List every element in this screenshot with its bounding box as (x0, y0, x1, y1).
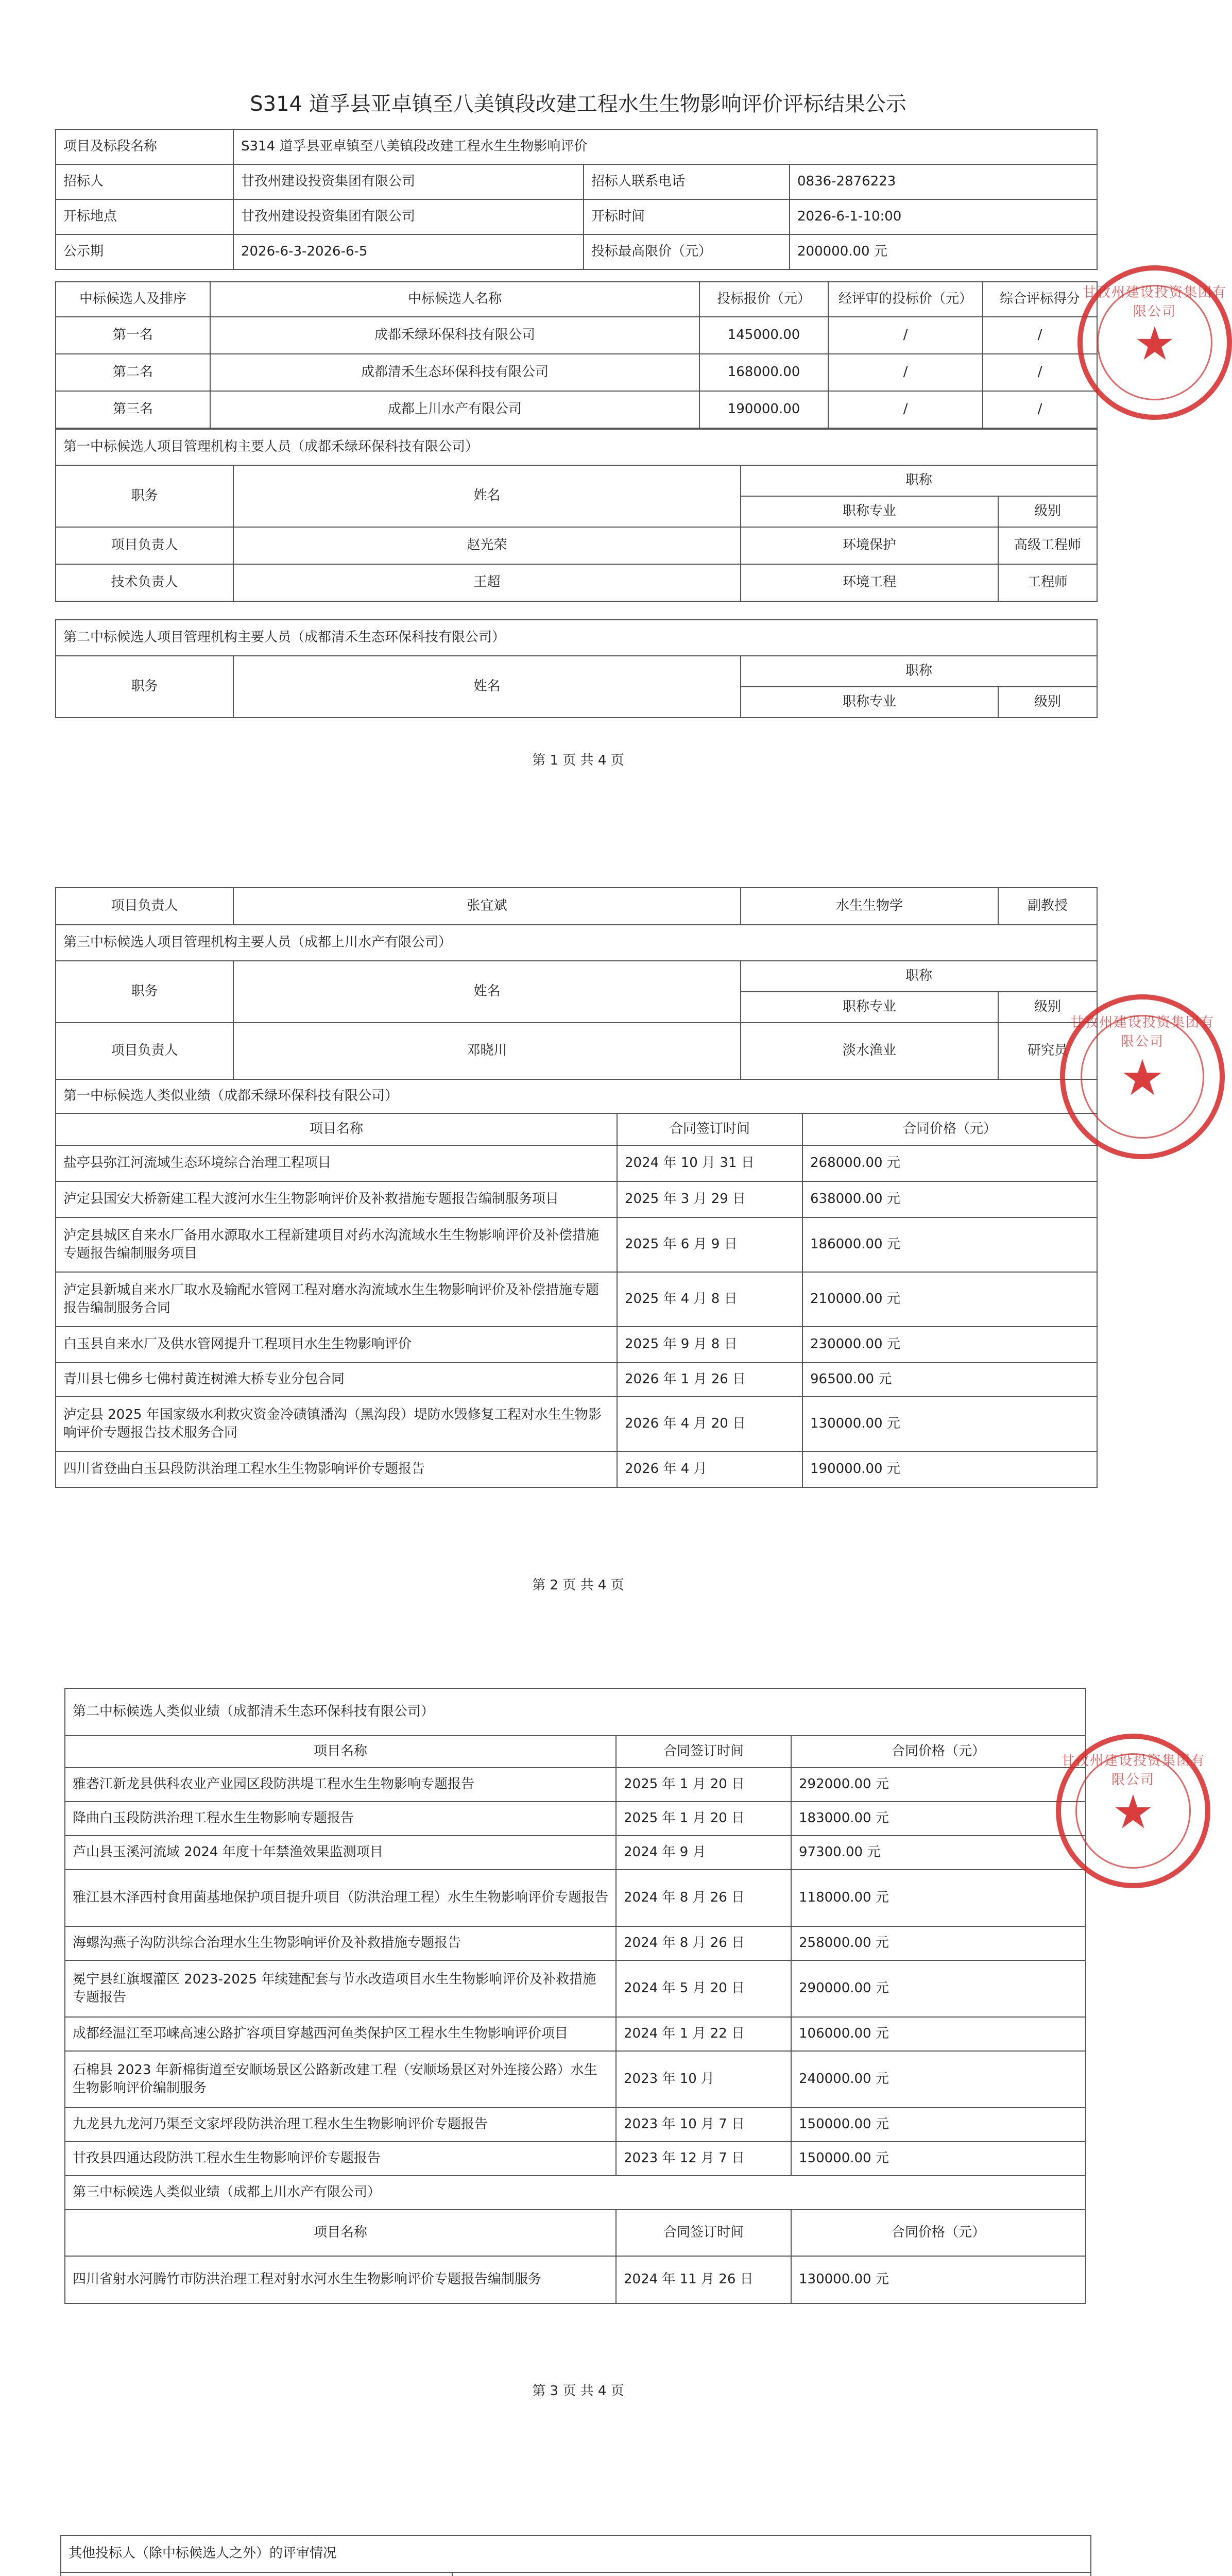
table-row (65, 1836, 1086, 1870)
others-reason-header (452, 2572, 1091, 2576)
rank-score: / (983, 354, 1097, 391)
rank-header: 中标候选人及排序 (56, 282, 210, 317)
table-row (65, 2142, 1086, 2176)
official-seal-stamp (1077, 265, 1232, 420)
others-bidder-header (61, 2572, 452, 2576)
perf3-header: 合同价格（元） (791, 2210, 1086, 2256)
project-name: S314 道孚县亚卓镇至八美镇段改建工程水生生物影响评价 (233, 129, 1097, 164)
rank-header: 投标报价（元） (699, 282, 828, 317)
tenderer: 甘孜州建设投资集团有限公司 (233, 164, 584, 199)
period-label: 公示期 (56, 234, 233, 269)
perf-project: 泸定县 2025 年国家级水利救灾资金冷碛镇潘沟（黑沟段）堤防水毁修复工程对水生生物影响评价专题报告技术服务合同 (56, 1397, 617, 1451)
table-row (56, 1145, 1097, 1181)
rank-evaluated-price: / (828, 391, 983, 428)
staff-major: 环境保护 (741, 527, 998, 564)
period: 2026-6-3-2026-6-5 (233, 234, 584, 269)
perf-date: 2023 年 10 月 7 日 (616, 2108, 791, 2142)
perf3-header: 合同签订时间 (616, 2210, 791, 2256)
perf-price: 638000.00 元 (802, 1181, 1097, 1217)
perf-project: 成都经温江至邛崃高速公路扩容项目穿越西河鱼类保护区工程水生生物影响评价项目 (65, 2017, 616, 2051)
perf-date: 2026 年 4 月 20 日 (617, 1397, 802, 1451)
ranking-table (55, 281, 1098, 429)
staff-major: 淡水渔业 (741, 1023, 998, 1079)
perf-date: 2026 年 1 月 26 日 (617, 1363, 802, 1397)
perf-price: 258000.00 元 (791, 1926, 1086, 1960)
perf-project: 泸定县新城自来水厂取水及输配水管网工程对磨水沟流域水生生物影响评价及补偿措施专题报告编制服务合同 (56, 1272, 617, 1327)
perf-price: 292000.00 元 (791, 1768, 1086, 1802)
max-price-label: 投标最高限价（元） (584, 234, 790, 269)
table-row (56, 1272, 1097, 1327)
perf-project: 石棉县 2023 年新棉街道至安顺场景区公路新改建工程（安顺场景区对外连接公路）水生生物影响评价编制服务 (65, 2051, 616, 2108)
rank-score: / (983, 317, 1097, 354)
perf2-table (64, 1688, 1086, 2304)
perf-date: 2025 年 1 月 20 日 (616, 1802, 791, 1836)
perf1-header: 合同价格（元） (802, 1113, 1097, 1145)
perf-project: 泸定县城区自来水厂备用水源取水工程新建项目对药水沟流域水生生物影响评价及补偿措施专题报告编制服务项目 (56, 1217, 617, 1272)
perf-project: 甘孜县四通达段防洪工程水生生物影响评价专题报告 (65, 2142, 616, 2176)
perf3-header: 项目名称 (65, 2210, 616, 2256)
table-row (65, 1960, 1086, 2017)
perf-date: 2024 年 11 月 26 日 (616, 2256, 791, 2303)
staff1-level-header: 级别 (998, 496, 1097, 527)
table-row (56, 1451, 1097, 1487)
staff-name: 王超 (233, 564, 741, 601)
staff2-major-header: 职称专业 (741, 687, 998, 718)
star-icon: ★ (1112, 1785, 1154, 1839)
perf-project: 雅江县木泽西村食用菌基地保护项目提升项目（防洪治理工程）水生生物影响评价专题报告 (65, 1870, 616, 1926)
staff2-table (55, 619, 1098, 718)
staff3-name-header: 姓名 (233, 961, 741, 1023)
rank-price: 190000.00 (699, 391, 828, 428)
perf-price: 150000.00 元 (791, 2142, 1086, 2176)
perf-date: 2024 年 1 月 22 日 (616, 2017, 791, 2051)
staff1-title: 第一中标候选人项目管理机构主要人员（成都禾绿环保科技有限公司） (56, 429, 1097, 465)
perf-date: 2024 年 10 月 31 日 (617, 1145, 802, 1181)
contact-phone: 0836-2876223 (790, 164, 1097, 199)
table-row (56, 1023, 1097, 1079)
table-row (65, 2256, 1086, 2303)
star-icon: ★ (1120, 1049, 1165, 1107)
staff2-continued-table (55, 887, 1098, 925)
staff-level: 研究员 (998, 1023, 1097, 1079)
table-row (56, 1327, 1097, 1363)
perf1-header: 合同签订时间 (617, 1113, 802, 1145)
staff1-major-header: 职称专业 (741, 496, 998, 527)
perf-price: 96500.00 元 (802, 1363, 1097, 1397)
table-row (56, 527, 1097, 564)
staff3-role-header: 职务 (56, 961, 233, 1023)
perf-date: 2025 年 6 月 9 日 (617, 1217, 802, 1272)
perf-project: 海螺沟燕子沟防洪综合治理水生生物影响评价及补救措施专题报告 (65, 1926, 616, 1960)
perf2-title: 第二中标候选人类似业绩（成都清禾生态环保科技有限公司） (65, 1688, 1086, 1736)
perf-price: 130000.00 元 (791, 2256, 1086, 2303)
open-time: 2026-6-1-10:00 (790, 199, 1097, 234)
perf-price: 183000.00 元 (791, 1802, 1086, 1836)
staff3-level-header: 级别 (998, 992, 1097, 1023)
perf-price: 290000.00 元 (791, 1960, 1086, 2017)
seal-text: 甘孜州建设投资集团有限公司 (1083, 285, 1227, 320)
perf1-title: 第一中标候选人类似业绩（成都禾绿环保科技有限公司） (56, 1079, 1097, 1113)
page-number: 第 2 页 共 4 页 (532, 1578, 624, 1593)
perf-price: 118000.00 元 (791, 1870, 1086, 1926)
perf-price: 150000.00 元 (791, 2108, 1086, 2142)
staff2-title: 第二中标候选人项目管理机构主要人员（成都清禾生态环保科技有限公司） (56, 620, 1097, 656)
staff-major: 水生生物学 (741, 888, 998, 925)
table-row (56, 391, 1097, 428)
perf-project: 四川省射水河腾竹市防洪治理工程对射水河水生生物影响评价专题报告编制服务 (65, 2256, 616, 2303)
staff1-name-header: 姓名 (233, 465, 741, 527)
table-row (56, 1363, 1097, 1397)
staff3-title-header: 职称 (741, 961, 1097, 992)
perf2-header: 合同签订时间 (616, 1736, 791, 1768)
perf-price: 130000.00 元 (802, 1397, 1097, 1451)
staff2-name-header: 姓名 (233, 656, 741, 718)
staff2-level-header: 级别 (998, 687, 1097, 718)
perf-project: 芦山县玉溪河流域 2024 年度十年禁渔效果监测项目 (65, 1836, 616, 1870)
tenderer-label: 招标人 (56, 164, 233, 199)
page-number: 第 3 页 共 4 页 (532, 2383, 624, 2399)
staff-name: 张宜斌 (233, 888, 741, 925)
staff-role: 项目负责人 (56, 888, 233, 925)
table-row (56, 1397, 1097, 1451)
table-row (56, 564, 1097, 601)
perf-project: 九龙县九龙河乃渠至文家坪段防洪治理工程水生生物影响评价专题报告 (65, 2108, 616, 2142)
page-number: 第 1 页 共 4 页 (532, 753, 624, 768)
info-table (55, 129, 1098, 270)
table-row (65, 1870, 1086, 1926)
perf-project: 四川省登曲白玉县段防洪治理工程水生生物影响评价专题报告 (56, 1451, 617, 1487)
official-seal-stamp (1060, 994, 1225, 1159)
rank-evaluated-price: / (828, 354, 983, 391)
table-row (65, 1802, 1086, 1836)
perf-price: 240000.00 元 (791, 2051, 1086, 2108)
staff-role: 技术负责人 (56, 564, 233, 601)
table-row (56, 1181, 1097, 1217)
official-seal-stamp (1056, 1734, 1210, 1888)
perf-date: 2025 年 1 月 20 日 (616, 1768, 791, 1802)
seal-text: 甘孜州建设投资集团有限公司 (1070, 1015, 1214, 1049)
contact-label: 招标人联系电话 (584, 164, 790, 199)
staff-level: 高级工程师 (998, 527, 1097, 564)
perf2-header: 合同价格（元） (791, 1736, 1086, 1768)
rank-order: 第三名 (56, 391, 210, 428)
star-icon: ★ (1134, 316, 1176, 371)
perf-date: 2025 年 9 月 8 日 (617, 1327, 802, 1363)
perf-project: 泸定县国安大桥新建工程大渡河水生生物影响评价及补救措施专题报告编制服务项目 (56, 1181, 617, 1217)
rank-price: 145000.00 (699, 317, 828, 354)
rank-header: 综合评标得分 (983, 282, 1097, 317)
perf-project: 白玉县自来水厂及供水管网提升工程项目水生生物影响评价 (56, 1327, 617, 1363)
rank-order: 第二名 (56, 354, 210, 391)
perf-price: 106000.00 元 (791, 2017, 1086, 2051)
staff2-role-header: 职务 (56, 656, 233, 718)
perf-price: 186000.00 元 (802, 1217, 1097, 1272)
staff3-major-header: 职称专业 (741, 992, 998, 1023)
staff-major: 环境工程 (741, 564, 998, 601)
perf-project: 冕宁县红旗堰灌区 2023-2025 年续建配套与节水改造项目水生生物影响评价及补救措施专题报告 (65, 1960, 616, 2017)
rank-company: 成都禾绿环保科技有限公司 (210, 317, 699, 354)
perf-date: 2024 年 8 月 26 日 (616, 1870, 791, 1926)
staff1-title-header: 职称 (741, 465, 1097, 496)
perf-date: 2023 年 12 月 7 日 (616, 2142, 791, 2176)
perf3-title: 第三中标候选人类似业绩（成都上川水产有限公司） (65, 2176, 1086, 2210)
seal-text: 甘孜州建设投资集团有限公司 (1061, 1753, 1206, 1788)
table-row (65, 2051, 1086, 2108)
rank-price: 168000.00 (699, 354, 828, 391)
open-place: 甘孜州建设投资集团有限公司 (233, 199, 584, 234)
rank-order: 第一名 (56, 317, 210, 354)
table-row (56, 354, 1097, 391)
table-row (65, 2017, 1086, 2051)
staff1-role-header: 职务 (56, 465, 233, 527)
perf-date: 2024 年 8 月 26 日 (616, 1926, 791, 1960)
staff-level: 副教授 (998, 888, 1097, 925)
rank-evaluated-price: / (828, 317, 983, 354)
others-title: 其他投标人（除中标候选人之外）的评审情况 (61, 2535, 1091, 2572)
open-time-label: 开标时间 (584, 199, 790, 234)
rank-score: / (983, 391, 1097, 428)
rank-company: 成都清禾生态环保科技有限公司 (210, 354, 699, 391)
perf-date: 2024 年 5 月 20 日 (616, 1960, 791, 2017)
perf-price: 268000.00 元 (802, 1145, 1097, 1181)
table-row (56, 1217, 1097, 1272)
rank-company: 成都上川水产有限公司 (210, 391, 699, 428)
perf-date: 2026 年 4 月 (617, 1451, 802, 1487)
page-title: S314 道孚县亚卓镇至八美镇段改建工程水生生物影响评价评标结果公示 (250, 92, 906, 116)
perf-date: 2025 年 4 月 8 日 (617, 1272, 802, 1327)
perf-date: 2025 年 3 月 29 日 (617, 1181, 802, 1217)
staff3-table (55, 924, 1098, 1080)
perf-price: 230000.00 元 (802, 1327, 1097, 1363)
staff3-title: 第三中标候选人项目管理机构主要人员（成都上川水产有限公司） (56, 925, 1097, 961)
perf1-header: 项目名称 (56, 1113, 617, 1145)
perf-project: 降曲白玉段防洪治理工程水生生物影响专题报告 (65, 1802, 616, 1836)
perf-project: 盐亭县弥江河流域生态环境综合治理工程项目 (56, 1145, 617, 1181)
table-row (65, 2108, 1086, 2142)
open-place-label: 开标地点 (56, 199, 233, 234)
perf-price: 210000.00 元 (802, 1272, 1097, 1327)
rank-header: 经评审的投标价（元） (828, 282, 983, 317)
others-table (60, 2535, 1091, 2576)
perf-price: 97300.00 元 (791, 1836, 1086, 1870)
perf-date: 2024 年 9 月 (616, 1836, 791, 1870)
staff2-title-header: 职称 (741, 656, 1097, 687)
staff-level: 工程师 (998, 564, 1097, 601)
max-price: 200000.00 元 (790, 234, 1097, 269)
staff-role: 项目负责人 (56, 1023, 233, 1079)
perf-date: 2023 年 10 月 (616, 2051, 791, 2108)
staff1-table (55, 429, 1098, 602)
perf-project: 雅砻江新龙县供科农业产业园区段防洪堤工程水生生物影响专题报告 (65, 1768, 616, 1802)
project-name-label: 项目及标段名称 (56, 129, 233, 164)
rank-header: 中标候选人名称 (210, 282, 699, 317)
table-row (56, 888, 1097, 925)
perf-project: 青川县七佛乡七佛村黄连树滩大桥专业分包合同 (56, 1363, 617, 1397)
staff-name: 邓晓川 (233, 1023, 741, 1079)
table-row (65, 1926, 1086, 1960)
perf-price: 190000.00 元 (802, 1451, 1097, 1487)
table-row (65, 1768, 1086, 1802)
staff-name: 赵光荣 (233, 527, 741, 564)
perf2-header: 项目名称 (65, 1736, 616, 1768)
perf1-table (55, 1079, 1098, 1488)
table-row (56, 317, 1097, 354)
staff-role: 项目负责人 (56, 527, 233, 564)
